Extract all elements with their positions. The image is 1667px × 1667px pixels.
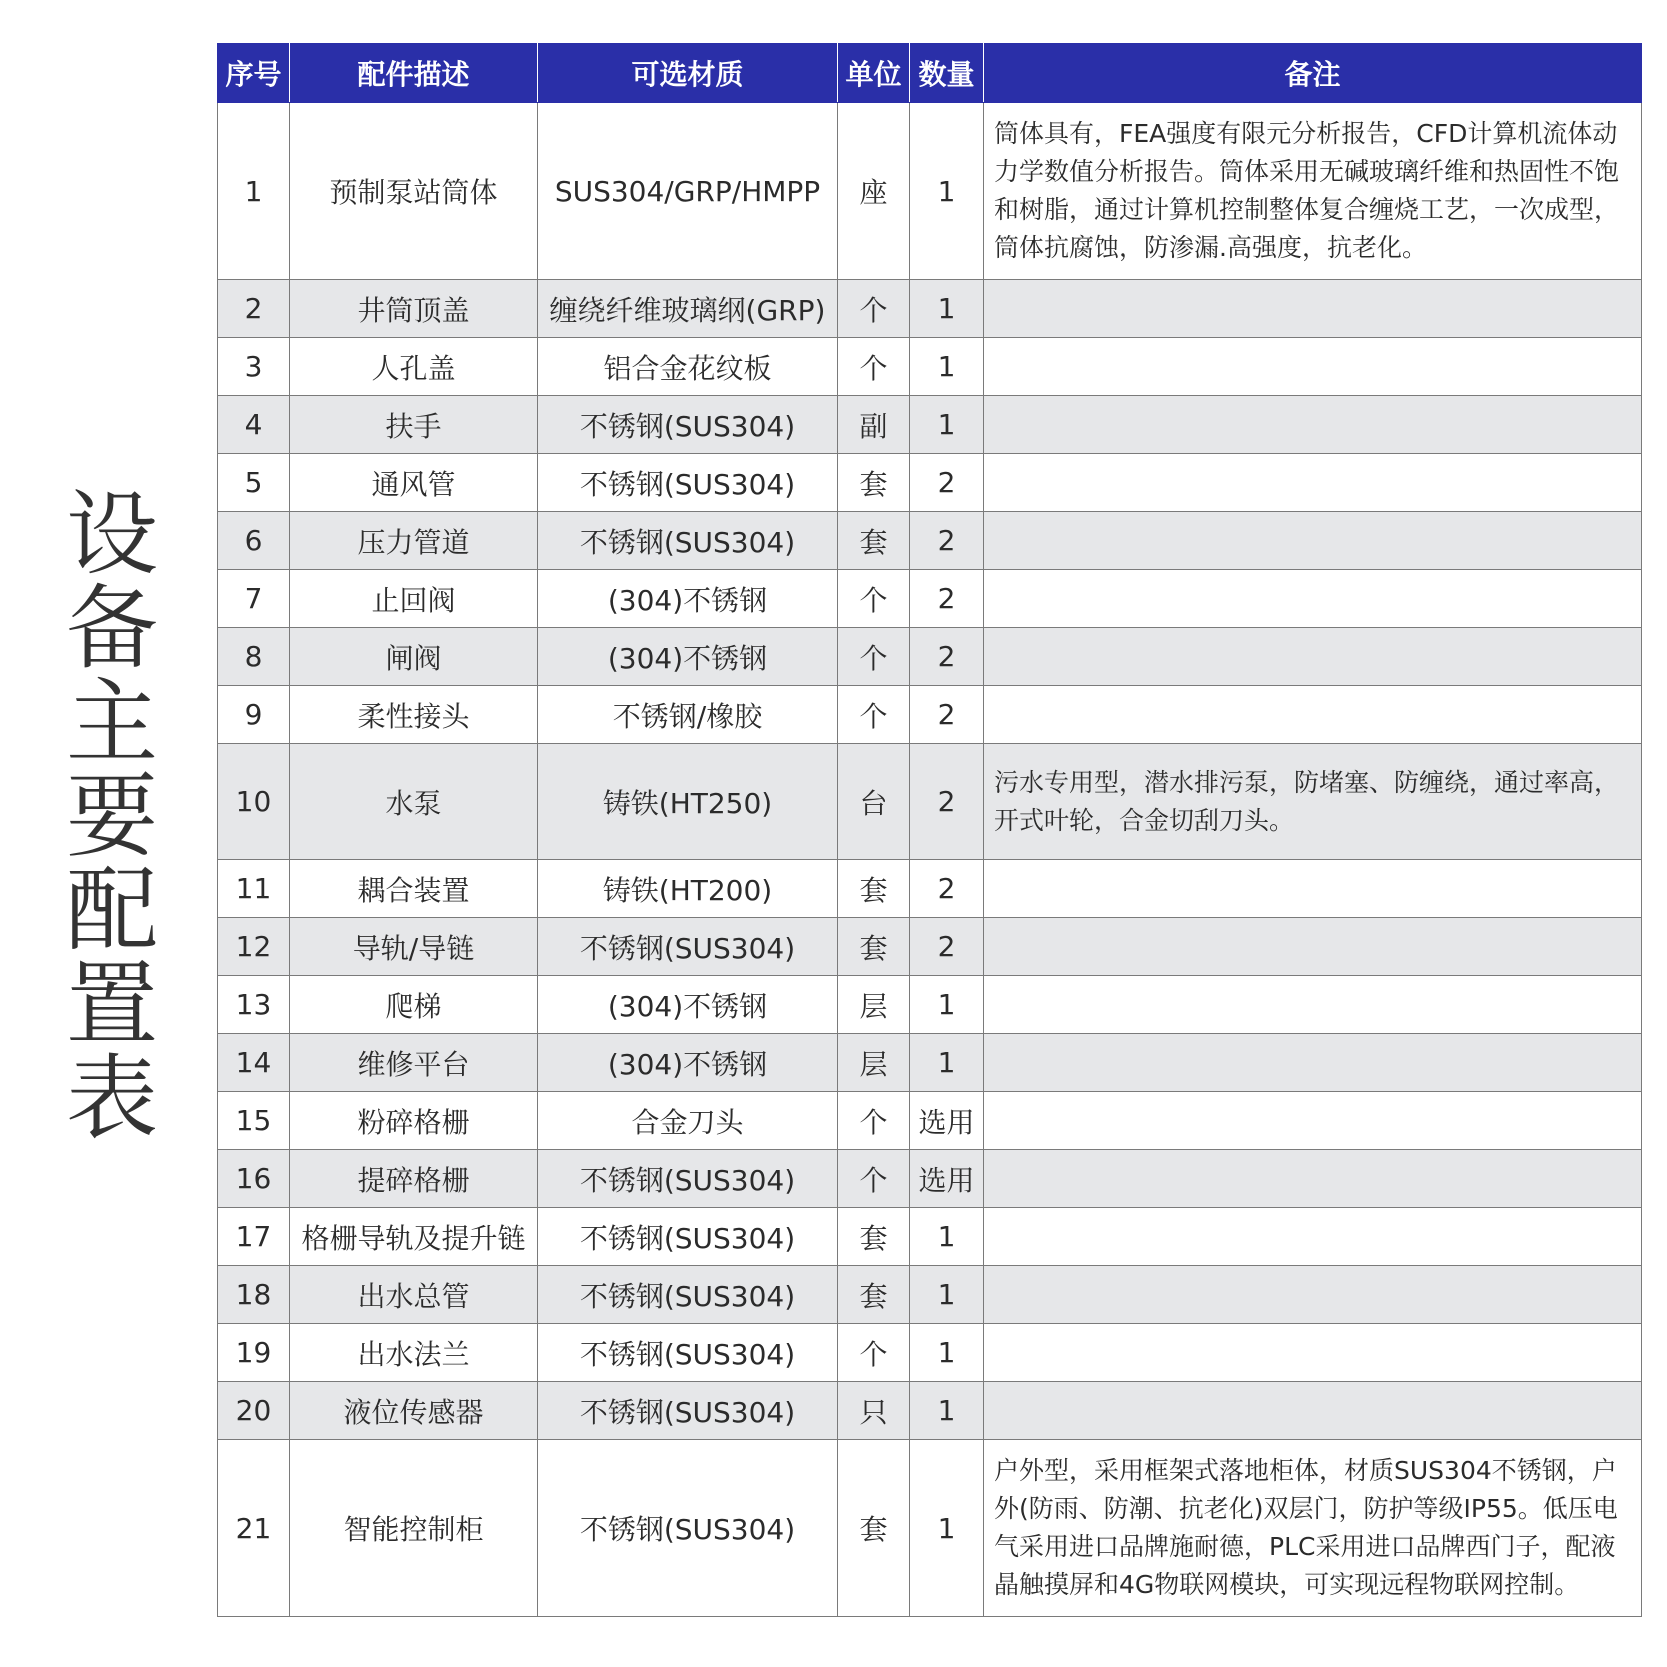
cell-material: 铸铁(HT200) bbox=[538, 860, 838, 918]
cell-desc: 预制泵站筒体 bbox=[290, 103, 538, 280]
cell-material: 合金刀头 bbox=[538, 1092, 838, 1150]
table-row bbox=[218, 1150, 1642, 1208]
cell-unit: 个 bbox=[838, 628, 910, 686]
table-row bbox=[218, 744, 1642, 860]
cell-desc: 扶手 bbox=[290, 396, 538, 454]
cell-material: (304)不锈钢 bbox=[538, 1034, 838, 1092]
cell-desc: 粉碎格栅 bbox=[290, 1092, 538, 1150]
cell-remark bbox=[984, 454, 1642, 512]
cell-desc: 闸阀 bbox=[290, 628, 538, 686]
cell-remark bbox=[984, 396, 1642, 454]
cell-desc: 出水法兰 bbox=[290, 1324, 538, 1382]
title-char: 配 bbox=[65, 857, 158, 964]
cell-qty: 1 bbox=[910, 103, 984, 280]
table-row bbox=[218, 338, 1642, 396]
cell-unit: 个 bbox=[838, 280, 910, 338]
cell-unit: 层 bbox=[838, 1034, 910, 1092]
cell-remark bbox=[984, 918, 1642, 976]
cell-unit: 套 bbox=[838, 1266, 910, 1324]
title-char: 置 bbox=[65, 951, 158, 1058]
cell-remark bbox=[984, 338, 1642, 396]
cell-no: 8 bbox=[218, 628, 290, 686]
cell-qty: 2 bbox=[910, 512, 984, 570]
cell-desc: 人孔盖 bbox=[290, 338, 538, 396]
cell-no: 3 bbox=[218, 338, 290, 396]
cell-remark bbox=[984, 1266, 1642, 1324]
cell-material: 不锈钢(SUS304) bbox=[538, 1440, 838, 1617]
table-row bbox=[218, 1440, 1642, 1617]
table-row bbox=[218, 570, 1642, 628]
cell-desc: 井筒顶盖 bbox=[290, 280, 538, 338]
cell-unit: 座 bbox=[838, 103, 910, 280]
cell-material: SUS304/GRP/HMPP bbox=[538, 103, 838, 280]
cell-qty: 选用 bbox=[910, 1092, 984, 1150]
cell-qty: 2 bbox=[910, 744, 984, 860]
cell-no: 9 bbox=[218, 686, 290, 744]
cell-desc: 通风管 bbox=[290, 454, 538, 512]
cell-material: 不锈钢(SUS304) bbox=[538, 454, 838, 512]
cell-qty: 1 bbox=[910, 976, 984, 1034]
table-row bbox=[218, 1382, 1642, 1440]
table-row bbox=[218, 103, 1642, 280]
cell-desc: 止回阀 bbox=[290, 570, 538, 628]
cell-material: 不锈钢(SUS304) bbox=[538, 512, 838, 570]
cell-desc: 爬梯 bbox=[290, 976, 538, 1034]
cell-qty: 1 bbox=[910, 1382, 984, 1440]
cell-remark bbox=[984, 280, 1642, 338]
cell-unit: 副 bbox=[838, 396, 910, 454]
cell-qty: 2 bbox=[910, 454, 984, 512]
table-header-row bbox=[218, 44, 1642, 103]
cell-no: 14 bbox=[218, 1034, 290, 1092]
cell-unit: 套 bbox=[838, 860, 910, 918]
table-row bbox=[218, 454, 1642, 512]
cell-remark bbox=[984, 1092, 1642, 1150]
cell-no: 19 bbox=[218, 1324, 290, 1382]
cell-qty: 2 bbox=[910, 570, 984, 628]
table-row bbox=[218, 396, 1642, 454]
cell-remark bbox=[984, 1382, 1642, 1440]
cell-remark bbox=[984, 512, 1642, 570]
cell-no: 10 bbox=[218, 744, 290, 860]
cell-remark bbox=[984, 976, 1642, 1034]
cell-remark bbox=[984, 570, 1642, 628]
table-row bbox=[218, 860, 1642, 918]
cell-unit: 个 bbox=[838, 686, 910, 744]
cell-unit: 个 bbox=[838, 570, 910, 628]
cell-no: 16 bbox=[218, 1150, 290, 1208]
cell-unit: 套 bbox=[838, 1440, 910, 1617]
cell-material: (304)不锈钢 bbox=[538, 628, 838, 686]
title-char: 主 bbox=[65, 669, 158, 776]
cell-desc: 导轨/导链 bbox=[290, 918, 538, 976]
title-char: 表 bbox=[65, 1045, 158, 1152]
cell-material: 缠绕纤维玻璃纲(GRP) bbox=[538, 280, 838, 338]
table-row bbox=[218, 1208, 1642, 1266]
cell-desc: 出水总管 bbox=[290, 1266, 538, 1324]
cell-qty: 2 bbox=[910, 686, 984, 744]
cell-remark bbox=[984, 1208, 1642, 1266]
cell-material: 不锈钢(SUS304) bbox=[538, 396, 838, 454]
cell-material: 不锈钢(SUS304) bbox=[538, 1324, 838, 1382]
cell-material: 不锈钢(SUS304) bbox=[538, 1150, 838, 1208]
cell-material: 铝合金花纹板 bbox=[538, 338, 838, 396]
cell-unit: 个 bbox=[838, 1324, 910, 1382]
cell-no: 17 bbox=[218, 1208, 290, 1266]
cell-unit: 套 bbox=[838, 512, 910, 570]
cell-desc: 液位传感器 bbox=[290, 1382, 538, 1440]
cell-no: 7 bbox=[218, 570, 290, 628]
cell-unit: 个 bbox=[838, 1092, 910, 1150]
cell-no: 4 bbox=[218, 396, 290, 454]
table-row bbox=[218, 1092, 1642, 1150]
table-row bbox=[218, 628, 1642, 686]
cell-remark bbox=[984, 628, 1642, 686]
cell-remark: 污水专用型，潜水排污泵，防堵塞、防缠绕，通过率高，开式叶轮，合金切刮刀头。 bbox=[984, 744, 1642, 860]
cell-no: 5 bbox=[218, 454, 290, 512]
cell-qty: 1 bbox=[910, 280, 984, 338]
page-title bbox=[62, 481, 162, 1152]
cell-no: 11 bbox=[218, 860, 290, 918]
cell-material: 铸铁(HT250) bbox=[538, 744, 838, 860]
cell-qty: 1 bbox=[910, 1208, 984, 1266]
cell-no: 18 bbox=[218, 1266, 290, 1324]
cell-qty: 1 bbox=[910, 396, 984, 454]
header-qty: 数量 bbox=[910, 44, 984, 103]
cell-no: 1 bbox=[218, 103, 290, 280]
title-char: 设 bbox=[65, 481, 158, 588]
cell-qty: 选用 bbox=[910, 1150, 984, 1208]
cell-remark bbox=[984, 860, 1642, 918]
cell-qty: 1 bbox=[910, 1266, 984, 1324]
header-unit: 单位 bbox=[838, 44, 910, 103]
table-row bbox=[218, 512, 1642, 570]
cell-qty: 1 bbox=[910, 1034, 984, 1092]
cell-no: 21 bbox=[218, 1440, 290, 1617]
title-char: 备 bbox=[65, 575, 158, 682]
equipment-config-table bbox=[217, 43, 1642, 1617]
cell-qty: 2 bbox=[910, 860, 984, 918]
cell-unit: 层 bbox=[838, 976, 910, 1034]
cell-unit: 套 bbox=[838, 918, 910, 976]
cell-remark: 筒体具有，FEA强度有限元分析报告，CFD计算机流体动力学数值分析报告。筒体采用无碱玻璃纤维和热固性不饱和树脂，通过计算机控制整体复合缠烧工艺，一次成型，筒体抗腐蚀，防渗漏.高强度，抗老化。 bbox=[984, 103, 1642, 280]
cell-qty: 1 bbox=[910, 338, 984, 396]
cell-material: 不锈钢(SUS304) bbox=[538, 1266, 838, 1324]
cell-no: 2 bbox=[218, 280, 290, 338]
cell-unit: 套 bbox=[838, 454, 910, 512]
cell-unit: 个 bbox=[838, 1150, 910, 1208]
table-row bbox=[218, 686, 1642, 744]
cell-no: 20 bbox=[218, 1382, 290, 1440]
cell-unit: 个 bbox=[838, 338, 910, 396]
cell-material: 不锈钢(SUS304) bbox=[538, 1382, 838, 1440]
table-row bbox=[218, 280, 1642, 338]
cell-material: (304)不锈钢 bbox=[538, 976, 838, 1034]
header-remark: 备注 bbox=[984, 44, 1642, 103]
cell-no: 12 bbox=[218, 918, 290, 976]
cell-desc: 耦合装置 bbox=[290, 860, 538, 918]
cell-qty: 1 bbox=[910, 1324, 984, 1382]
cell-material: 不锈钢(SUS304) bbox=[538, 918, 838, 976]
cell-no: 6 bbox=[218, 512, 290, 570]
cell-desc: 格栅导轨及提升链 bbox=[290, 1208, 538, 1266]
header-no: 序号 bbox=[218, 44, 290, 103]
cell-desc: 水泵 bbox=[290, 744, 538, 860]
cell-remark bbox=[984, 686, 1642, 744]
cell-desc: 智能控制柜 bbox=[290, 1440, 538, 1617]
table-row bbox=[218, 1266, 1642, 1324]
cell-remark bbox=[984, 1324, 1642, 1382]
table-row bbox=[218, 1324, 1642, 1382]
cell-qty: 1 bbox=[910, 1440, 984, 1617]
cell-unit: 台 bbox=[838, 744, 910, 860]
cell-desc: 压力管道 bbox=[290, 512, 538, 570]
cell-material: 不锈钢/橡胶 bbox=[538, 686, 838, 744]
table-row bbox=[218, 976, 1642, 1034]
title-char: 要 bbox=[65, 763, 158, 870]
header-material: 可选材质 bbox=[538, 44, 838, 103]
cell-no: 13 bbox=[218, 976, 290, 1034]
cell-desc: 提碎格栅 bbox=[290, 1150, 538, 1208]
cell-unit: 套 bbox=[838, 1208, 910, 1266]
cell-qty: 2 bbox=[910, 628, 984, 686]
table-row bbox=[218, 918, 1642, 976]
header-desc: 配件描述 bbox=[290, 44, 538, 103]
cell-remark bbox=[984, 1034, 1642, 1092]
cell-desc: 柔性接头 bbox=[290, 686, 538, 744]
cell-material: 不锈钢(SUS304) bbox=[538, 1208, 838, 1266]
cell-desc: 维修平台 bbox=[290, 1034, 538, 1092]
cell-qty: 2 bbox=[910, 918, 984, 976]
cell-remark: 户外型，采用框架式落地柜体，材质SUS304不锈钢，户外(防雨、防潮、抗老化)双层门，防护等级IP55。低压电气采用进口品牌施耐德，PLC采用进口品牌西门子，配液晶触摸屏和4G物联网模块，可实现远程物联网控制。 bbox=[984, 1440, 1642, 1617]
cell-material: (304)不锈钢 bbox=[538, 570, 838, 628]
cell-remark bbox=[984, 1150, 1642, 1208]
table-row bbox=[218, 1034, 1642, 1092]
cell-no: 15 bbox=[218, 1092, 290, 1150]
cell-unit: 只 bbox=[838, 1382, 910, 1440]
